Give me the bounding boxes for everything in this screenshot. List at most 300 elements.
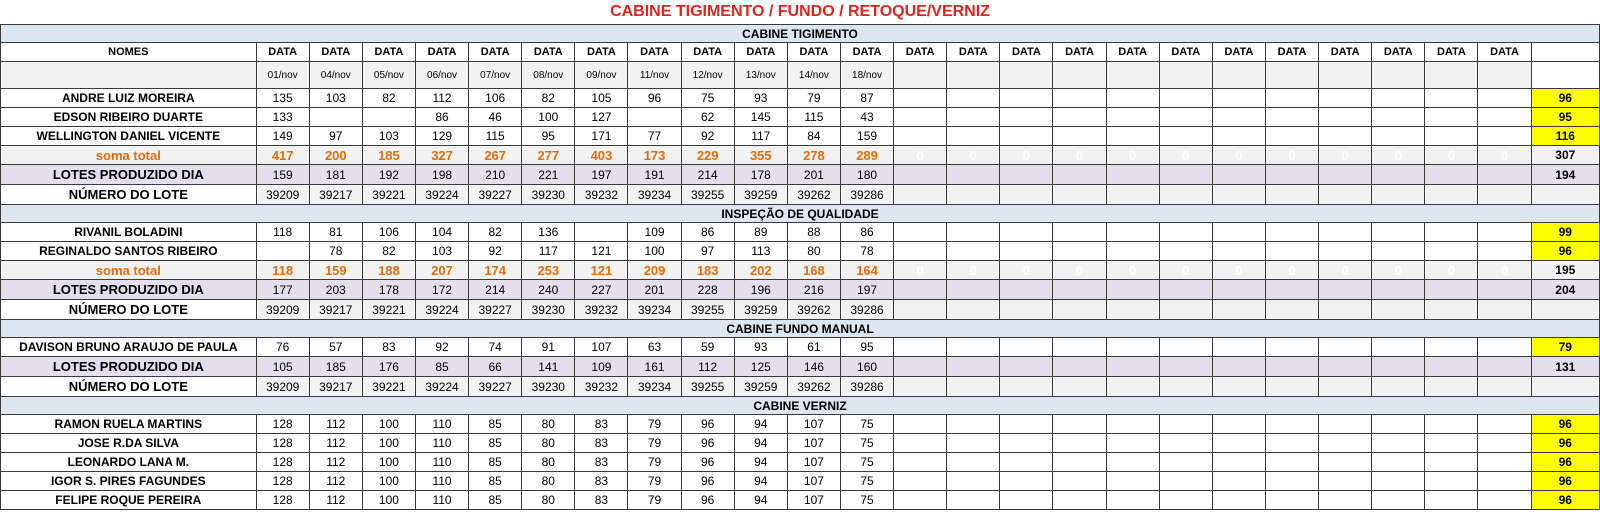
value-cell[interactable]: 39221 [362,185,415,205]
value-cell[interactable]: 95 [522,127,575,146]
value-cell[interactable] [1319,165,1372,185]
value-cell[interactable]: 112 [309,453,362,472]
value-cell[interactable]: 46 [469,108,522,127]
value-cell[interactable] [1159,338,1212,357]
value-cell[interactable]: 121 [575,261,628,280]
data-header[interactable]: DATA [309,43,362,62]
value-cell[interactable] [1000,242,1053,261]
value-cell[interactable]: 62 [681,108,734,127]
value-cell[interactable]: 117 [522,242,575,261]
value-cell[interactable]: 115 [787,108,840,127]
value-cell[interactable] [1212,242,1265,261]
value-cell[interactable] [1000,280,1053,300]
value-cell[interactable]: 39234 [628,185,681,205]
value-cell[interactable]: 105 [256,357,309,377]
value-cell[interactable] [1212,108,1265,127]
value-cell[interactable]: 39230 [522,300,575,320]
empty-cell[interactable] [1531,62,1599,89]
value-cell[interactable]: 66 [469,357,522,377]
value-cell[interactable]: 174 [469,261,522,280]
value-cell[interactable]: 83 [575,472,628,491]
value-cell[interactable]: 87 [840,89,893,108]
value-cell[interactable] [1053,472,1106,491]
value-cell[interactable]: 192 [362,165,415,185]
average-cell[interactable]: 195 [1531,261,1599,280]
value-cell[interactable] [1212,491,1265,510]
value-cell[interactable] [1372,434,1425,453]
date-cell[interactable] [947,62,1000,89]
value-cell[interactable]: 96 [681,434,734,453]
value-cell[interactable] [1265,357,1318,377]
value-cell[interactable]: 185 [309,357,362,377]
value-cell[interactable]: 107 [575,338,628,357]
value-cell[interactable]: 0 [1159,261,1212,280]
value-cell[interactable]: 75 [681,89,734,108]
value-cell[interactable]: 278 [787,146,840,165]
date-cell[interactable] [1319,62,1372,89]
employee-name[interactable]: JOSE R.DA SILVA [1,434,257,453]
value-cell[interactable] [1319,280,1372,300]
value-cell[interactable]: 39262 [787,300,840,320]
value-cell[interactable] [1425,242,1478,261]
value-cell[interactable] [1000,165,1053,185]
value-cell[interactable] [256,242,309,261]
section-title[interactable]: CABINE VERNIZ [1,397,1600,415]
value-cell[interactable]: 97 [681,242,734,261]
value-cell[interactable] [1106,377,1159,397]
value-cell[interactable]: 78 [840,242,893,261]
value-cell[interactable]: 149 [256,127,309,146]
value-cell[interactable]: 106 [469,89,522,108]
section-title[interactable]: CABINE TIGIMENTO [1,25,1600,43]
value-cell[interactable]: 207 [415,261,468,280]
value-cell[interactable]: 82 [469,223,522,242]
value-cell[interactable]: 39230 [522,185,575,205]
value-cell[interactable]: 103 [362,127,415,146]
value-cell[interactable]: 185 [362,146,415,165]
value-cell[interactable]: 85 [415,357,468,377]
value-cell[interactable]: 39234 [628,377,681,397]
value-cell[interactable]: 164 [840,261,893,280]
value-cell[interactable]: 0 [1372,146,1425,165]
value-cell[interactable]: 39227 [469,185,522,205]
value-cell[interactable]: 39209 [256,185,309,205]
value-cell[interactable]: 83 [362,338,415,357]
empty-header-cell[interactable] [1531,43,1599,62]
value-cell[interactable]: 188 [362,261,415,280]
value-cell[interactable]: 75 [840,491,893,510]
value-cell[interactable]: 82 [362,89,415,108]
value-cell[interactable]: 96 [681,491,734,510]
value-cell[interactable]: 110 [415,453,468,472]
employee-name[interactable]: EDSON RIBEIRO DUARTE [1,108,257,127]
value-cell[interactable] [1319,491,1372,510]
value-cell[interactable]: 171 [575,127,628,146]
value-cell[interactable]: 403 [575,146,628,165]
value-cell[interactable]: 92 [681,127,734,146]
value-cell[interactable]: 180 [840,165,893,185]
value-cell[interactable] [1372,108,1425,127]
value-cell[interactable] [1053,300,1106,320]
value-cell[interactable]: 112 [309,491,362,510]
value-cell[interactable] [1265,280,1318,300]
date-cell[interactable]: 06/nov [415,62,468,89]
value-cell[interactable] [1425,434,1478,453]
value-cell[interactable] [894,472,947,491]
date-cell[interactable]: 04/nov [309,62,362,89]
value-cell[interactable]: 209 [628,261,681,280]
average-cell[interactable]: 307 [1531,146,1599,165]
value-cell[interactable] [1000,127,1053,146]
value-cell[interactable] [947,300,1000,320]
average-cell[interactable]: 96 [1531,472,1599,491]
value-cell[interactable] [1478,280,1531,300]
value-cell[interactable]: 83 [575,415,628,434]
value-cell[interactable]: 96 [628,89,681,108]
date-cell[interactable] [1106,62,1159,89]
value-cell[interactable] [947,491,1000,510]
value-cell[interactable]: 39217 [309,300,362,320]
value-cell[interactable]: 197 [575,165,628,185]
value-cell[interactable] [1212,280,1265,300]
value-cell[interactable]: 172 [415,280,468,300]
value-cell[interactable] [1000,357,1053,377]
value-cell[interactable]: 109 [575,357,628,377]
value-cell[interactable]: 39286 [840,300,893,320]
value-cell[interactable] [1000,434,1053,453]
employee-name[interactable]: FELIPE ROQUE PEREIRA [1,491,257,510]
value-cell[interactable] [1000,300,1053,320]
value-cell[interactable] [1425,472,1478,491]
average-cell[interactable]: 204 [1531,280,1599,300]
date-cell[interactable] [1053,62,1106,89]
value-cell[interactable] [1372,242,1425,261]
value-cell[interactable]: 39255 [681,300,734,320]
data-header[interactable]: DATA [1265,43,1318,62]
value-cell[interactable]: 128 [256,472,309,491]
value-cell[interactable]: 39217 [309,377,362,397]
value-cell[interactable]: 92 [415,338,468,357]
value-cell[interactable] [1053,185,1106,205]
value-cell[interactable]: 75 [840,415,893,434]
value-cell[interactable]: 146 [787,357,840,377]
value-cell[interactable]: 100 [628,242,681,261]
value-cell[interactable] [1425,491,1478,510]
value-cell[interactable]: 39259 [734,300,787,320]
value-cell[interactable] [1106,491,1159,510]
value-cell[interactable]: 141 [522,357,575,377]
value-cell[interactable]: 76 [256,338,309,357]
value-cell[interactable] [1478,223,1531,242]
section-title[interactable]: CABINE FUNDO MANUAL [1,320,1600,338]
value-cell[interactable]: 0 [1372,261,1425,280]
value-cell[interactable] [1212,415,1265,434]
data-header[interactable]: DATA [1053,43,1106,62]
value-cell[interactable]: 0 [1106,261,1159,280]
value-cell[interactable]: 94 [734,434,787,453]
lotes-label[interactable]: LOTES PRODUZIDO DIA [1,280,257,300]
value-cell[interactable] [1478,242,1531,261]
value-cell[interactable]: 125 [734,357,787,377]
value-cell[interactable] [1212,338,1265,357]
value-cell[interactable] [1212,300,1265,320]
value-cell[interactable] [1053,242,1106,261]
value-cell[interactable] [1106,89,1159,108]
value-cell[interactable]: 39255 [681,377,734,397]
value-cell[interactable]: 83 [575,434,628,453]
value-cell[interactable]: 200 [309,146,362,165]
date-cell[interactable]: 09/nov [575,62,628,89]
data-header[interactable]: DATA [1159,43,1212,62]
value-cell[interactable]: 83 [575,453,628,472]
value-cell[interactable] [947,89,1000,108]
value-cell[interactable]: 0 [1212,146,1265,165]
date-cell[interactable]: 01/nov [256,62,309,89]
value-cell[interactable] [1159,127,1212,146]
value-cell[interactable] [1159,491,1212,510]
data-header[interactable]: DATA [1478,43,1531,62]
data-header[interactable]: DATA [1212,43,1265,62]
value-cell[interactable]: 196 [734,280,787,300]
value-cell[interactable]: 0 [1425,261,1478,280]
average-cell[interactable]: 95 [1531,108,1599,127]
value-cell[interactable]: 39224 [415,377,468,397]
employee-name[interactable]: RAMON RUELA MARTINS [1,415,257,434]
value-cell[interactable] [1053,453,1106,472]
value-cell[interactable] [1478,415,1531,434]
value-cell[interactable] [1372,127,1425,146]
employee-name[interactable]: WELLINGTON DANIEL VICENTE [1,127,257,146]
data-header[interactable]: DATA [415,43,468,62]
value-cell[interactable] [1000,89,1053,108]
value-cell[interactable] [1265,89,1318,108]
value-cell[interactable] [1372,415,1425,434]
value-cell[interactable] [1319,434,1372,453]
value-cell[interactable]: 93 [734,89,787,108]
value-cell[interactable] [1212,453,1265,472]
average-cell[interactable]: 96 [1531,453,1599,472]
names-header[interactable]: NOMES [1,43,257,62]
value-cell[interactable] [1478,472,1531,491]
value-cell[interactable]: 177 [256,280,309,300]
value-cell[interactable]: 80 [522,415,575,434]
value-cell[interactable] [628,108,681,127]
value-cell[interactable]: 112 [309,434,362,453]
value-cell[interactable]: 161 [628,357,681,377]
value-cell[interactable] [1478,165,1531,185]
value-cell[interactable] [1425,415,1478,434]
value-cell[interactable]: 80 [522,491,575,510]
value-cell[interactable]: 168 [787,261,840,280]
value-cell[interactable] [1212,165,1265,185]
value-cell[interactable] [947,377,1000,397]
value-cell[interactable]: 121 [575,242,628,261]
date-cell[interactable] [1212,62,1265,89]
value-cell[interactable]: 91 [522,338,575,357]
value-cell[interactable]: 57 [309,338,362,357]
date-cell[interactable]: 05/nov [362,62,415,89]
data-header[interactable]: DATA [1425,43,1478,62]
value-cell[interactable]: 39232 [575,300,628,320]
date-cell[interactable] [1159,62,1212,89]
value-cell[interactable]: 107 [787,472,840,491]
value-cell[interactable]: 214 [681,165,734,185]
value-cell[interactable] [894,108,947,127]
value-cell[interactable] [1372,357,1425,377]
numero-label[interactable]: NÚMERO DO LOTE [1,377,257,397]
value-cell[interactable]: 210 [469,165,522,185]
value-cell[interactable]: 107 [787,415,840,434]
value-cell[interactable]: 39255 [681,185,734,205]
value-cell[interactable] [947,185,1000,205]
value-cell[interactable]: 39224 [415,300,468,320]
value-cell[interactable]: 63 [628,338,681,357]
value-cell[interactable] [1159,185,1212,205]
value-cell[interactable] [894,357,947,377]
value-cell[interactable]: 39232 [575,377,628,397]
data-header[interactable]: DATA [894,43,947,62]
value-cell[interactable]: 0 [947,146,1000,165]
value-cell[interactable] [1372,338,1425,357]
value-cell[interactable]: 202 [734,261,787,280]
value-cell[interactable] [1478,357,1531,377]
value-cell[interactable]: 183 [681,261,734,280]
employee-name[interactable]: REGINALDO SANTOS RIBEIRO [1,242,257,261]
data-header[interactable]: DATA [840,43,893,62]
value-cell[interactable]: 201 [787,165,840,185]
value-cell[interactable] [1372,165,1425,185]
value-cell[interactable]: 96 [681,415,734,434]
value-cell[interactable] [1053,491,1106,510]
value-cell[interactable]: 240 [522,280,575,300]
value-cell[interactable] [947,357,1000,377]
value-cell[interactable] [1053,434,1106,453]
value-cell[interactable] [1106,165,1159,185]
value-cell[interactable]: 178 [362,280,415,300]
value-cell[interactable] [1159,472,1212,491]
value-cell[interactable] [1265,415,1318,434]
value-cell[interactable]: 39262 [787,377,840,397]
value-cell[interactable] [1106,300,1159,320]
value-cell[interactable] [1265,108,1318,127]
value-cell[interactable] [1000,491,1053,510]
value-cell[interactable] [1159,415,1212,434]
value-cell[interactable] [1000,453,1053,472]
value-cell[interactable] [1265,491,1318,510]
value-cell[interactable]: 96 [681,453,734,472]
value-cell[interactable] [1159,108,1212,127]
value-cell[interactable] [1319,223,1372,242]
value-cell[interactable]: 79 [628,491,681,510]
value-cell[interactable] [1000,338,1053,357]
value-cell[interactable]: 86 [840,223,893,242]
value-cell[interactable]: 0 [1425,146,1478,165]
value-cell[interactable]: 113 [734,242,787,261]
soma-label[interactable]: soma total [1,146,257,165]
value-cell[interactable] [1053,108,1106,127]
value-cell[interactable]: 85 [469,415,522,434]
value-cell[interactable] [894,491,947,510]
value-cell[interactable] [1425,165,1478,185]
value-cell[interactable]: 0 [1053,261,1106,280]
value-cell[interactable]: 110 [415,415,468,434]
value-cell[interactable]: 129 [415,127,468,146]
value-cell[interactable] [1425,377,1478,397]
value-cell[interactable] [1425,108,1478,127]
value-cell[interactable]: 82 [362,242,415,261]
value-cell[interactable]: 100 [362,472,415,491]
average-cell[interactable]: 116 [1531,127,1599,146]
date-cell[interactable] [894,62,947,89]
value-cell[interactable]: 145 [734,108,787,127]
data-header[interactable]: DATA [256,43,309,62]
value-cell[interactable] [947,280,1000,300]
value-cell[interactable] [362,108,415,127]
value-cell[interactable] [1372,280,1425,300]
value-cell[interactable] [1053,357,1106,377]
value-cell[interactable]: 133 [256,108,309,127]
value-cell[interactable] [1106,127,1159,146]
value-cell[interactable]: 100 [362,434,415,453]
value-cell[interactable]: 39224 [415,185,468,205]
value-cell[interactable]: 94 [734,415,787,434]
value-cell[interactable]: 0 [1106,146,1159,165]
value-cell[interactable] [947,338,1000,357]
value-cell[interactable] [309,108,362,127]
value-cell[interactable] [1319,472,1372,491]
value-cell[interactable] [1106,472,1159,491]
value-cell[interactable]: 173 [628,146,681,165]
value-cell[interactable] [947,453,1000,472]
value-cell[interactable]: 118 [256,261,309,280]
value-cell[interactable] [1106,415,1159,434]
value-cell[interactable]: 93 [734,338,787,357]
value-cell[interactable] [1212,377,1265,397]
value-cell[interactable] [894,434,947,453]
date-cell[interactable] [1000,62,1053,89]
value-cell[interactable]: 0 [1478,146,1531,165]
value-cell[interactable] [1159,223,1212,242]
value-cell[interactable]: 0 [1000,261,1053,280]
value-cell[interactable]: 86 [681,223,734,242]
value-cell[interactable] [1212,434,1265,453]
value-cell[interactable]: 417 [256,146,309,165]
value-cell[interactable]: 107 [787,491,840,510]
value-cell[interactable] [1265,185,1318,205]
value-cell[interactable]: 83 [575,491,628,510]
value-cell[interactable] [1478,185,1531,205]
value-cell[interactable]: 127 [575,108,628,127]
value-cell[interactable] [894,185,947,205]
value-cell[interactable]: 79 [628,453,681,472]
value-cell[interactable]: 110 [415,491,468,510]
value-cell[interactable]: 100 [362,415,415,434]
date-cell[interactable]: 08/nov [522,62,575,89]
value-cell[interactable]: 118 [256,223,309,242]
value-cell[interactable] [1212,357,1265,377]
value-cell[interactable] [894,300,947,320]
value-cell[interactable]: 39227 [469,300,522,320]
data-header[interactable]: DATA [575,43,628,62]
value-cell[interactable]: 39286 [840,377,893,397]
value-cell[interactable]: 106 [362,223,415,242]
value-cell[interactable]: 39221 [362,300,415,320]
value-cell[interactable]: 94 [734,491,787,510]
value-cell[interactable] [947,165,1000,185]
average-cell[interactable]: 79 [1531,338,1599,357]
date-cell[interactable] [1372,62,1425,89]
date-cell[interactable]: 07/nov [469,62,522,89]
